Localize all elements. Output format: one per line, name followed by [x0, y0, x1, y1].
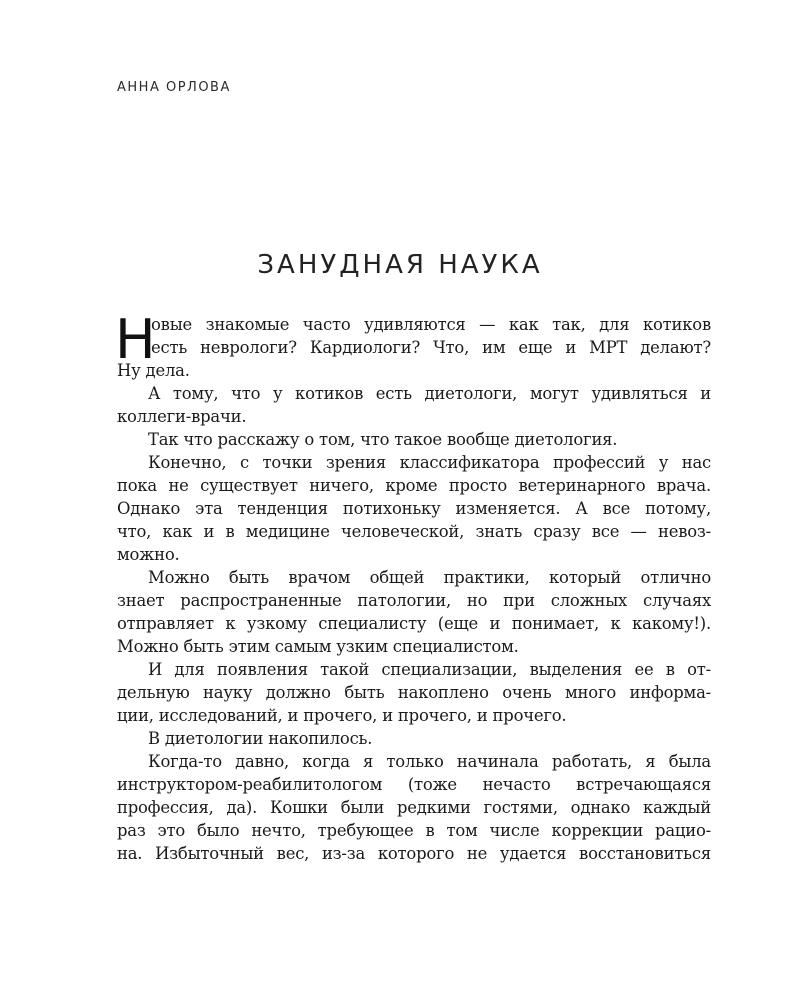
text-line: знает распространенные патологии, но при сложных случаях	[117, 591, 711, 610]
drop-cap: Н	[115, 308, 156, 371]
running-header-author: АННА ОРЛОВА	[117, 80, 231, 95]
text-line: Однако эта тенденция потихоньку изменяется. А все потому,	[117, 499, 711, 518]
text-line: И для появления такой специализации, выделения ее в от-	[148, 660, 711, 679]
text-line: Конечно, с точки зрения классификатора профессий у нас	[148, 453, 711, 472]
chapter-title: ЗАНУДНАЯ НАУКА	[257, 250, 543, 280]
text-line: овые знакомые часто удивляются — как так, для котиков	[151, 315, 711, 334]
text-line: Когда-то давно, когда я только начинала работать, я была	[148, 752, 711, 771]
text-line: Можно быть врачом общей практики, который отлично	[148, 568, 711, 587]
text-line: ции, исследований, и прочего, и прочего, и прочего.	[117, 706, 567, 725]
chapter-body	[115, 308, 711, 865]
text-line: Так что расскажу о том, что такое вообще диетология.	[148, 430, 618, 449]
text-line: Ну дела.	[117, 361, 190, 380]
text-line: В диетологии накопилось.	[148, 729, 373, 748]
text-line: инструктором-реабилитологом (тоже нечасто встречающаяся	[117, 775, 711, 794]
text-line: А тому, что у котиков есть диетологи, могут удивляться и	[148, 384, 711, 403]
text-line: на. Избыточный вес, из-за которого не удается восстановиться	[117, 844, 711, 863]
text-line: Можно быть этим самым узким специалистом.	[117, 637, 519, 656]
text-line: можно.	[117, 545, 180, 564]
text-line: профессия, да). Кошки были редкими гостями, однако каждый	[117, 798, 711, 817]
text-line: пока не существует ничего, кроме просто ветеринарного врача.	[117, 476, 711, 495]
text-line: отправляет к узкому специалисту (еще и понимает, к какому!).	[117, 614, 711, 633]
text-line: коллеги-врачи.	[117, 407, 247, 426]
text-line: раз это было нечто, требующее в том числе коррекции рацио-	[117, 821, 711, 840]
text-line: что, как и в медицине человеческой, знать сразу все — невоз-	[117, 522, 711, 541]
text-line: есть неврологи? Кардиологи? Что, им еще и МРТ делают?	[151, 338, 711, 357]
text-line: дельную науку должно быть накоплено очень много информа-	[117, 683, 711, 702]
